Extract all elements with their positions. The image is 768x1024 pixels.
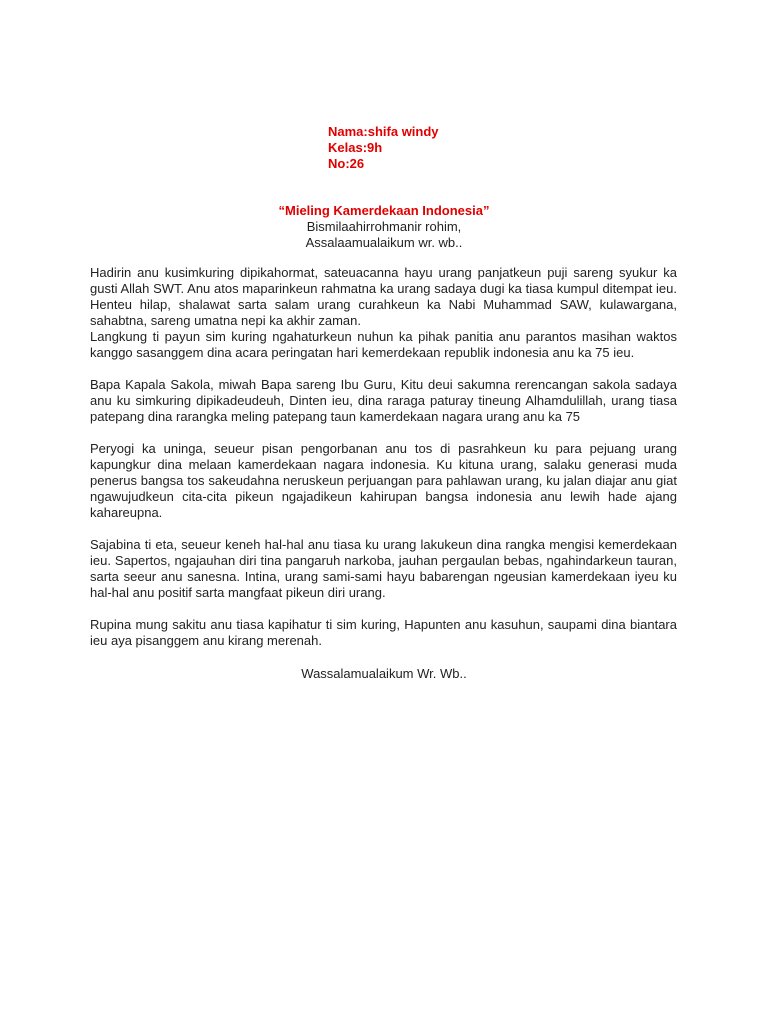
paragraph-greeting-audience: Bapa Kapala Sakola, miwah Bapa sareng Ibu Guru, Kitu deui sakumna rerencangan sakola sadaya anu ku simkuring dipikadeudeuh, Dinten ieu, dina raraga paturay tineung Alhamdulillah, urang tiasa patepang dina rarangka meling patepang taun kamerdekaan nagara urang anu ka 75	[90, 377, 677, 424]
speech-body	[90, 265, 677, 665]
closing-salam: Wassalamualaikum Wr. Wb..	[301, 666, 467, 681]
basmalah-line: Bismilaahirrohmanir rohim,	[306, 219, 462, 234]
student-info-block	[328, 124, 439, 172]
student-number: No:26	[328, 156, 365, 171]
salam-line: Assalaamualaikum wr. wb..	[305, 235, 463, 250]
paragraph-closing: Rupina mung sakitu anu tiasa kapihatur ti sim kuring, Hapunten anu kasuhun, saupami dina biantara ieu aya pisanggem anu kirang merenah.	[90, 617, 677, 648]
speech-title: “Mieling Kamerdekaan Indonesia”	[278, 203, 490, 218]
student-class: Kelas:9h	[328, 140, 383, 155]
paragraph-filling-independence: Sajabina ti eta, seueur keneh hal-hal anu tiasa ku urang lakukeun dina rangka mengisi kemerdekaan ieu. Sapertos, ngajauhan diri tina pangaruh narkoba, jauhan pergaulan bebas, ngahindarkeun tauran, sarta seeur anu sanesna. Intina, urang sami-sami hayu babarengan ngeusian kamerdekaan iyeu ku hal-hal anu positif sarta mangfaat pikeun diri urang.	[90, 537, 677, 600]
paragraph-sacrifice: Peryogi ka uninga, seueur pisan pengorbanan anu tos di pasrahkeun ku para pejuang urang kapungkur dina melaan kamerdekaan nagara indonesia. Ku kituna urang, salaku generasi muda penerus bangsa tos sakeudahna neruskeun perjuangan para pahlawan urang, ku jalan diajar anu giat ngawujudkeun cita-cita pikeun ngajadikeun kahirupan bangsa indonesia anu lewih hade ajang kahareupna.	[90, 441, 677, 520]
student-name: Nama:shifa windy	[328, 124, 439, 139]
opening-greeting	[0, 219, 768, 251]
paragraph-opening: Hadirin anu kusimkuring dipikahormat, sateuacanna hayu urang panjatkeun puji sareng syukur ka gusti Allah SWT. Anu atos maparinkeun rahmatna ka urang sadaya dugi ka tiasa kumpul ditempat ieu. Henteu hilap, shalawat sarta salam urang curahkeun ka Nabi Muhammad SAW, kulawargana, sahabtna, sareng umatna nepi ka akhir zaman.	[90, 265, 677, 328]
paragraph-thanks: Langkung ti payun sim kuring ngahaturkeun nuhun ka pihak panitia anu parantos masihan waktos kanggo sasanggem dina acara peringatan hari kemerdekaan republik indonesia anu ka 75 ieu.	[90, 329, 677, 360]
